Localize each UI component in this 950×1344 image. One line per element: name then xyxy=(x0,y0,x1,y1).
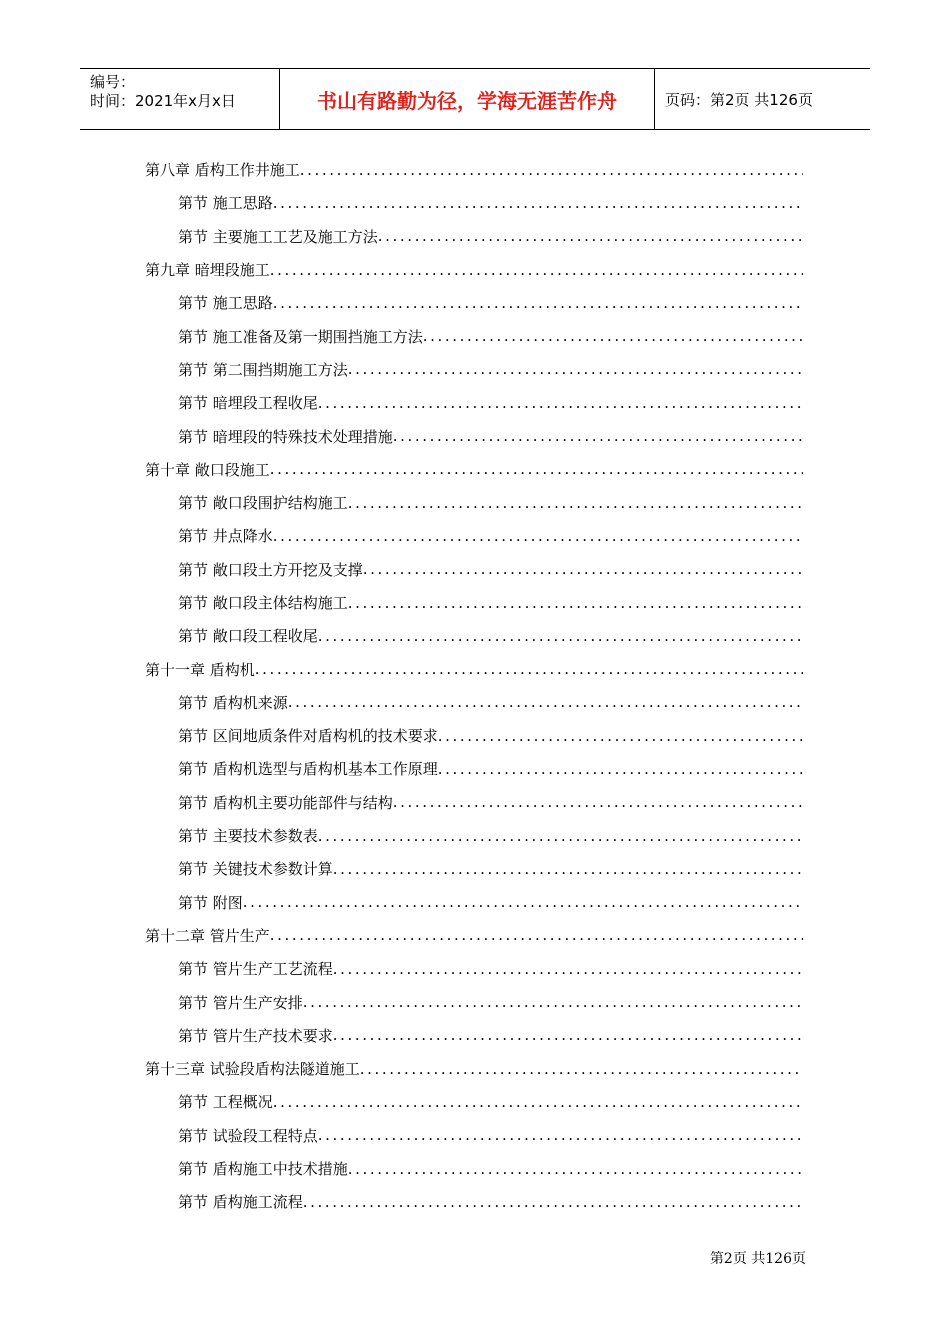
toc-leader-dots xyxy=(348,1160,803,1178)
toc-entry-title: 第节 区间地质条件对盾构机的技术要求 xyxy=(178,727,438,746)
toc-leader-dots xyxy=(303,993,803,1011)
toc-leader-dots xyxy=(270,460,803,478)
toc-section-entry[interactable] xyxy=(145,286,803,319)
toc-section-entry[interactable] xyxy=(145,419,803,452)
toc-leader-dots xyxy=(378,227,803,245)
page-footer: 第2页 共126页 xyxy=(709,1251,806,1267)
toc-entry-title: 第节 第二围挡期施工方法 xyxy=(178,360,348,379)
serial-label: 编号： xyxy=(90,73,136,91)
toc-entry-title: 第节 施工思路 xyxy=(178,194,273,213)
toc-section-entry[interactable] xyxy=(145,985,803,1018)
toc-leader-dots xyxy=(273,1093,803,1111)
toc-leader-dots xyxy=(393,793,803,811)
toc-section-entry[interactable] xyxy=(145,486,803,519)
toc-entry-title: 第节 管片生产安排 xyxy=(178,993,303,1012)
toc-entry-title: 第节 管片生产技术要求 xyxy=(178,1026,333,1045)
toc-leader-dots xyxy=(270,261,803,279)
toc-entry-title: 第十一章 盾构机 xyxy=(145,660,255,679)
toc-section-entry[interactable] xyxy=(145,220,803,253)
header-page-number: 页码：第2页 共126页 xyxy=(665,90,813,109)
header-meta xyxy=(80,69,280,129)
toc-section-entry[interactable] xyxy=(145,752,803,785)
toc-entry-title: 第节 附图 xyxy=(178,893,243,912)
toc-leader-dots xyxy=(255,660,803,678)
toc-entry-title: 第节 关键技术参数计算 xyxy=(178,860,333,879)
toc-leader-dots xyxy=(300,161,803,179)
page-header xyxy=(80,68,870,130)
toc-leader-dots xyxy=(348,594,803,612)
toc-leader-dots xyxy=(318,827,803,845)
toc-section-entry[interactable] xyxy=(145,619,803,652)
toc-leader-dots xyxy=(273,194,803,212)
toc-section-entry[interactable] xyxy=(145,1119,803,1152)
toc-chapter-entry[interactable] xyxy=(145,652,803,685)
toc-section-entry[interactable] xyxy=(145,519,803,552)
toc-entry-title: 第节 敞口段土方开挖及支撑 xyxy=(178,560,363,579)
toc-entry-title: 第节 盾构机主要功能部件与结构 xyxy=(178,793,393,812)
table-of-contents xyxy=(145,153,803,1219)
toc-leader-dots xyxy=(288,693,803,711)
toc-section-entry[interactable] xyxy=(145,852,803,885)
toc-section-entry[interactable] xyxy=(145,353,803,386)
toc-entry-title: 第节 敞口段围护结构施工 xyxy=(178,494,348,513)
toc-entry-title: 第节 井点降水 xyxy=(178,527,273,546)
toc-chapter-entry[interactable] xyxy=(145,153,803,186)
toc-leader-dots xyxy=(333,960,803,978)
toc-leader-dots xyxy=(303,1193,803,1211)
header-motto: 书山有路勤为径，学海无涯苦作舟 xyxy=(280,69,655,129)
toc-leader-dots xyxy=(273,294,803,312)
toc-entry-title: 第节 施工思路 xyxy=(178,294,273,313)
toc-entry-title: 第节 施工准备及第一期围挡施工方法 xyxy=(178,327,423,346)
toc-entry-title: 第节 试验段工程特点 xyxy=(178,1126,318,1145)
toc-section-entry[interactable] xyxy=(145,1185,803,1218)
toc-leader-dots xyxy=(318,394,803,412)
toc-entry-title: 第节 盾构机来源 xyxy=(178,693,288,712)
toc-section-entry[interactable] xyxy=(145,819,803,852)
toc-entry-title: 第十二章 管片生产 xyxy=(145,926,270,945)
toc-entry-title: 第八章 盾构工作井施工 xyxy=(145,161,300,180)
toc-entry-title: 第节 盾构施工中技术措施 xyxy=(178,1160,348,1179)
toc-leader-dots xyxy=(438,760,803,778)
toc-leader-dots xyxy=(318,1126,803,1144)
toc-section-entry[interactable] xyxy=(145,586,803,619)
toc-section-entry[interactable] xyxy=(145,1019,803,1052)
toc-section-entry[interactable] xyxy=(145,1152,803,1185)
toc-section-entry[interactable] xyxy=(145,786,803,819)
toc-entry-title: 第节 暗埋段的特殊技术处理措施 xyxy=(178,427,393,446)
toc-section-entry[interactable] xyxy=(145,719,803,752)
toc-entry-title: 第节 盾构施工流程 xyxy=(178,1193,303,1212)
toc-leader-dots xyxy=(243,893,803,911)
toc-section-entry[interactable] xyxy=(145,952,803,985)
toc-entry-title: 第节 管片生产工艺流程 xyxy=(178,960,333,979)
toc-chapter-entry[interactable] xyxy=(145,453,803,486)
toc-entry-title: 第节 主要技术参数表 xyxy=(178,827,318,846)
toc-leader-dots xyxy=(333,1026,803,1044)
toc-entry-title: 第十三章 试验段盾构法隧道施工 xyxy=(145,1060,360,1079)
toc-leader-dots xyxy=(348,494,803,512)
toc-leader-dots xyxy=(360,1060,803,1078)
toc-entry-title: 第节 暗埋段工程收尾 xyxy=(178,394,318,413)
toc-leader-dots xyxy=(270,926,803,944)
toc-chapter-entry[interactable] xyxy=(145,253,803,286)
toc-section-entry[interactable] xyxy=(145,886,803,919)
toc-entry-title: 第节 主要施工工艺及施工方法 xyxy=(178,227,378,246)
toc-entry-title: 第节 敞口段主体结构施工 xyxy=(178,594,348,612)
toc-section-entry[interactable] xyxy=(145,186,803,219)
toc-leader-dots xyxy=(318,627,803,645)
toc-entry-title: 第节 敞口段工程收尾 xyxy=(178,627,318,646)
toc-section-entry[interactable] xyxy=(145,553,803,586)
toc-leader-dots xyxy=(423,327,803,345)
toc-section-entry[interactable] xyxy=(145,1085,803,1118)
toc-leader-dots xyxy=(273,527,803,545)
toc-leader-dots xyxy=(363,560,803,578)
toc-entry-title: 第十章 敞口段施工 xyxy=(145,460,270,479)
toc-entry-title: 第节 工程概况 xyxy=(178,1093,273,1112)
date-label: 时间：2021年x月x日 xyxy=(90,92,236,110)
toc-leader-dots xyxy=(438,727,803,745)
toc-leader-dots xyxy=(333,860,803,878)
toc-leader-dots xyxy=(348,360,803,378)
toc-entry-title: 第节 盾构机选型与盾构机基本工作原理 xyxy=(178,760,438,779)
toc-section-entry[interactable] xyxy=(145,319,803,352)
toc-entry-title: 第九章 暗埋段施工 xyxy=(145,261,270,280)
toc-section-entry[interactable] xyxy=(145,386,803,419)
toc-chapter-entry[interactable] xyxy=(145,1052,803,1085)
toc-leader-dots xyxy=(393,427,803,445)
toc-chapter-entry[interactable] xyxy=(145,919,803,952)
toc-section-entry[interactable] xyxy=(145,686,803,719)
